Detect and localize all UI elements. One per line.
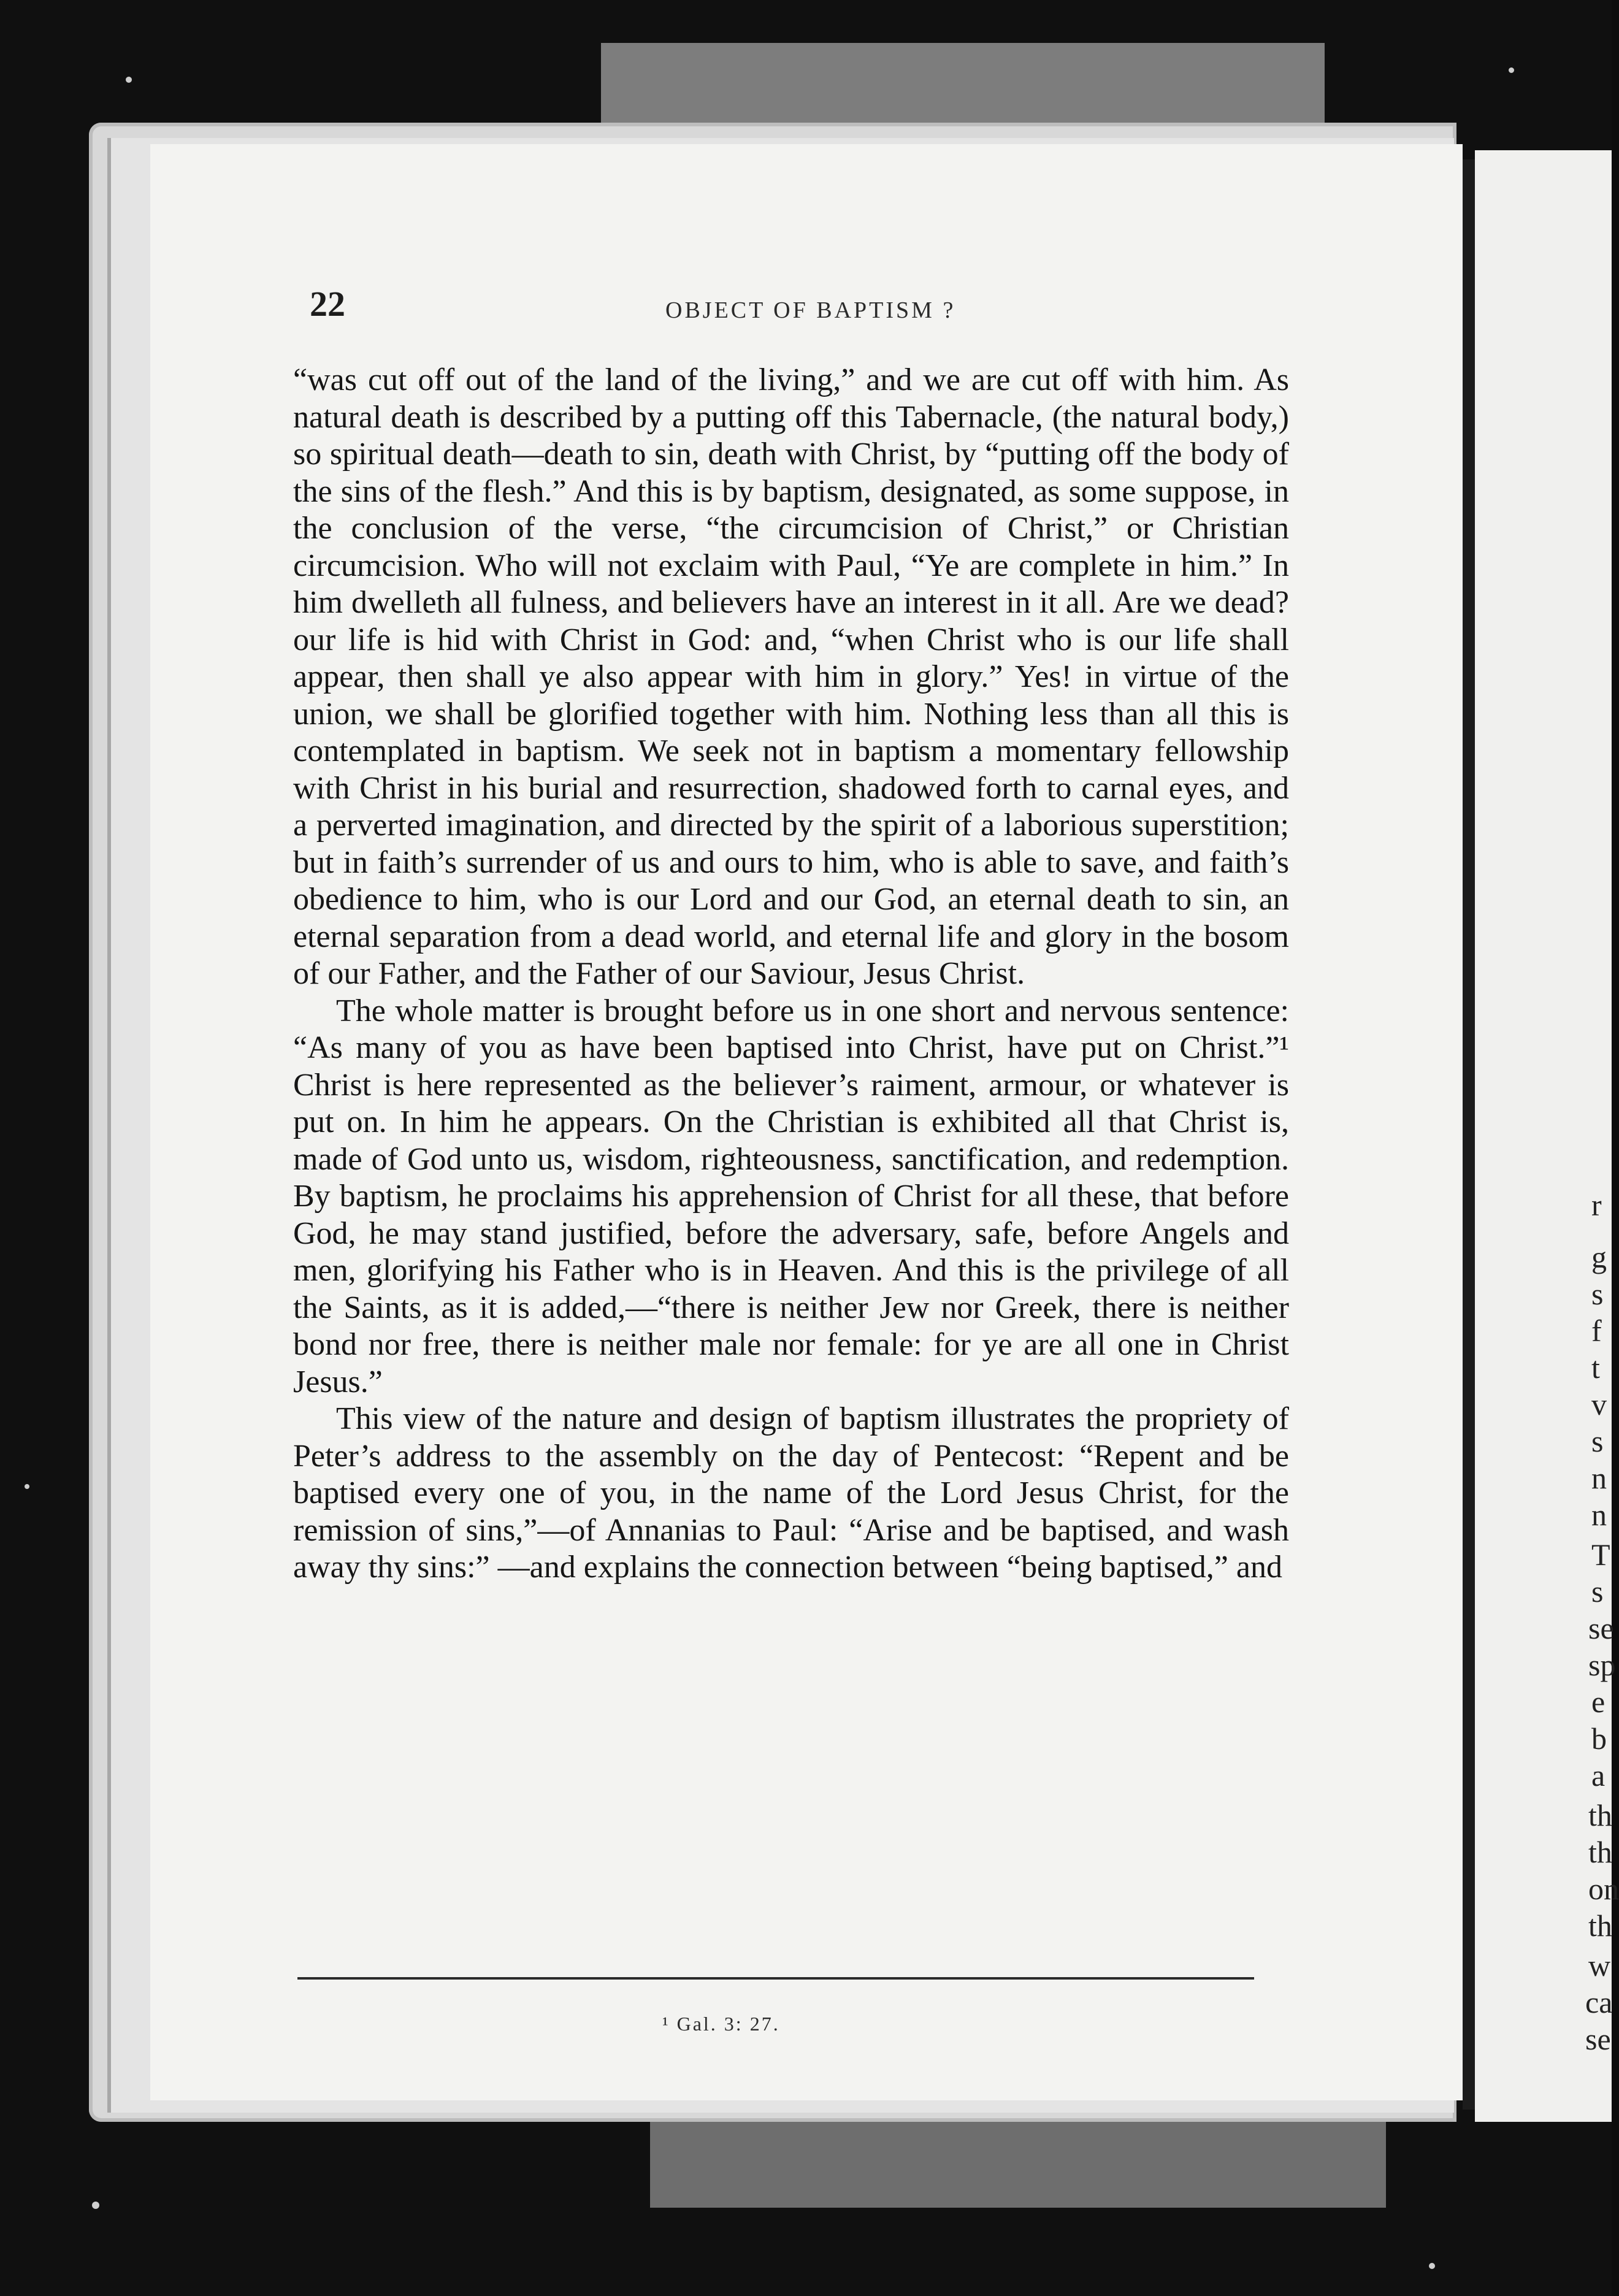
facing-page-letter: s [1591,1424,1604,1458]
footnote: ¹ Gal. 3: 27. [662,2013,780,2035]
dust-speck [126,77,132,83]
dust-speck [1509,67,1514,73]
facing-page-letter: v [1591,1387,1607,1422]
facing-page-letter: w [1588,1948,1611,1983]
paragraph: “was cut off out of the land of the living,” and we are cut off with him. As natural death is described by a putting off this Tabernacle, (the natural body,) so spiritual death—death to sin, death with Christ, by “putting off the body of the sins of the flesh.” And this is by baptism, designated, as some suppose, in the conclusion of the verse, “the circumcision of Christ,” or Christian circumcision. Who will not exclaim with Paul, “Ye are complete in him.” In him dwelleth all fulness, and believers have an interest in it all. Are we dead? our life is hid with Christ in God: and, “when Christ who is our life shall appear, then shall ye also appear with him in glory.” Yes! in virtue of the union, we shall be glorified together with him. Nothing less than all this is contemplated in baptism. We seek not in baptism a momentary fellowship with Christ in his burial and resurrection, shadowed forth to carnal eyes, and a perverted imagination, and directed by the spirit of a laborious superstition; but in faith’s surrender of us and ours to him, who is able to save, and faith’s obedience to him, who is our Lord and our God, an eternal death to sin, an eternal separation from a dead world, and eternal life and glory in the bosom of our Father, and the Father of our Saviour, Jesus Christ. [293,362,1289,991]
dust-speck [25,1484,29,1489]
running-title: OBJECT OF BAPTISM ? [665,297,956,323]
paragraph: The whole matter is brought before us in one short and nervous sentence: “As many of you as have been baptised into Christ, have put on Christ.”¹ Christ is here represented as the believer’s raiment, armour, or whatever is put on. In him he appears. On the Christian is exhibited all that Christ is, made of God unto us, wisdom, righteousness, sanctification, and redemption. By baptism, he proclaims his apprehension of Christ for all these, that before God, he may stand justified, before the adversary, safe, before Angels and men, glorifying his Father who is in Heaven. And this is the privilege of all the Saints, as it is added,—“there is neither Jew nor Greek, there is neither bond nor free, there is neither male nor female: for ye are all one in Christ Jesus.” [293,993,1289,1399]
facing-page-letter: sp [1588,1648,1616,1682]
facing-page-letter: n [1591,1498,1607,1532]
scan-background-strip [650,2110,1386,2208]
dust-speck [1429,2263,1435,2269]
facing-page-letter: g [1591,1240,1607,1274]
facing-page-letter: th [1588,1835,1612,1869]
scan-background-strip [601,43,1325,135]
dust-speck [92,2202,99,2209]
page-number: 22 [310,284,345,324]
paragraph: This view of the nature and design of baptism illustrates the propriety of Peter’s address to the assembly on the day of Pentecost: “Repent and be baptised every one of you, in the name of the Lord Jesus Christ, for the remission of sins,”—of Annanias to Paul: “Arise and be baptised, and wash away thy sins:” —and explains the connection between “being baptised,” and [293,1401,1289,1585]
facing-page-letter: se [1585,2022,1611,2056]
facing-page-letter: T [1591,1537,1610,1572]
book-gutter [1463,159,1475,2110]
facing-page-letter: f [1591,1314,1602,1348]
footnote-rule [297,1977,1254,1980]
facing-page-letter: s [1591,1574,1604,1609]
facing-page-letter: se [1588,1611,1614,1645]
facing-page-letter: t [1591,1350,1600,1385]
body-text [293,362,1289,1586]
facing-page-letter: e [1591,1685,1606,1719]
facing-page-letter: s [1591,1277,1604,1311]
facing-page-fragment [1475,150,1619,2122]
running-head [310,283,1312,332]
facing-page-letter: ca [1585,1985,1613,2019]
facing-page-letter: n [1591,1461,1607,1495]
facing-page-letter: th [1588,1908,1612,1943]
facing-page-letter: a [1591,1758,1606,1793]
facing-page-letter: b [1591,1721,1607,1756]
facing-page-letter: th [1588,1798,1612,1832]
facing-page-letter: on [1588,1872,1619,1906]
facing-page-letter: r [1591,1188,1602,1222]
